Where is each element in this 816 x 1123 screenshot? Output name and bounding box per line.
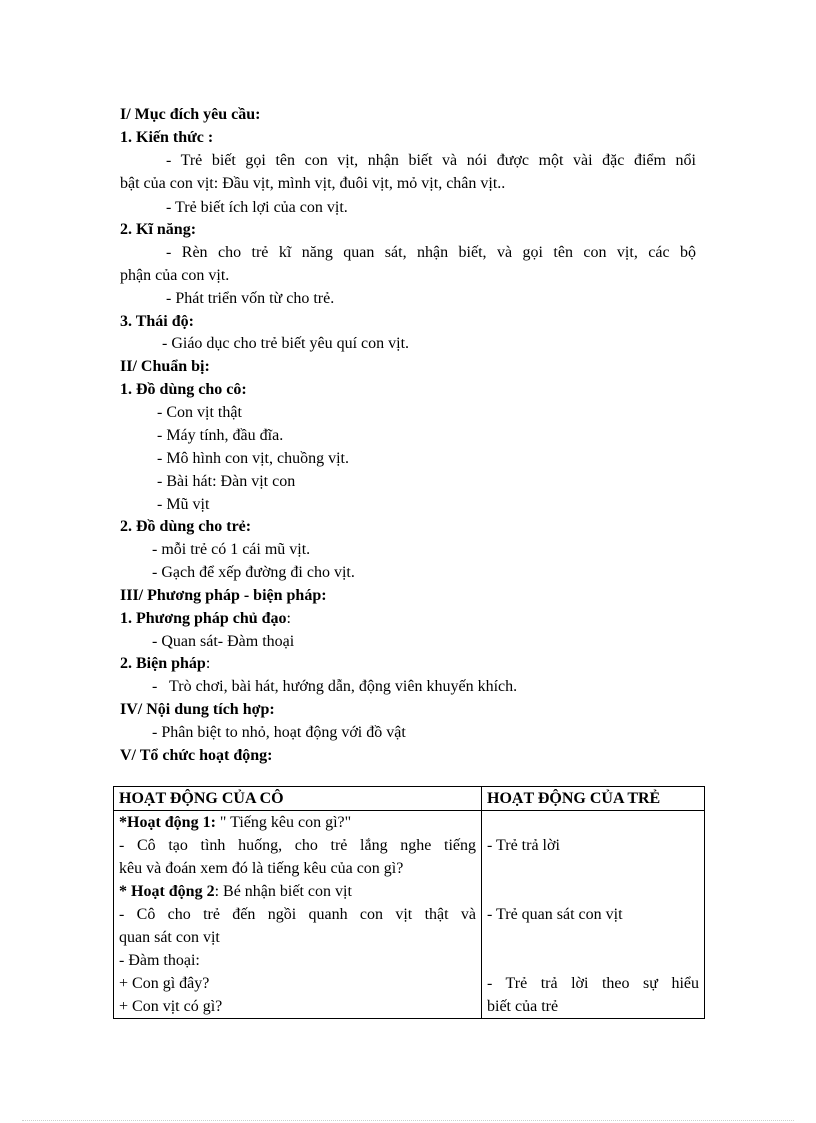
activity-2-title: : Bé nhận biết con vịt (214, 883, 352, 900)
knowledge-line-1a: - Trẻ biết gọi tên con vịt, nhận biết và nói được một vài đặc điểm nổi (166, 152, 696, 169)
teacher-item: - Mô hình con vịt, chuồng vịt. (157, 450, 349, 467)
skill-line-2: - Phát triển vốn từ cho trẻ. (166, 290, 335, 307)
activity-1-heading (119, 811, 476, 834)
teacher-item: - Máy tính, đầu đĩa. (157, 427, 284, 444)
attitude-line-1: - Giáo dục cho trẻ biết yêu quí con vịt. (162, 335, 410, 352)
section-2-title: II/ Chuẩn bị: (120, 358, 210, 375)
activity-2-child-response-2b: biết của trẻ (487, 998, 559, 1015)
page-bottom-divider (22, 1120, 794, 1121)
activity-1-line-2: kêu và đoán xem đó là tiếng kêu của con gì? (119, 860, 404, 877)
activity-1-label: *Hoạt động 1: (119, 814, 216, 831)
subsection-3-2-title (120, 652, 210, 675)
knowledge-line-1b: bật của con vịt: Đầu vịt, mình vịt, đuôi vịt, mỏ vịt, chân vịt.. (120, 175, 506, 192)
child-activities-cell (482, 811, 705, 1019)
subsection-3-2-title-bold: 2. Biện pháp (120, 655, 206, 672)
integration-line-1: - Phân biệt to nhỏ, hoạt động với đồ vật (152, 724, 406, 741)
subsection-1-2-title: 2. Kĩ năng: (120, 221, 197, 238)
activity-2-line-5: + Con vịt có gì? (119, 998, 223, 1015)
header-child: HOẠT ĐỘNG CỦA TRẺ (482, 787, 705, 811)
table-header-row (114, 787, 705, 811)
measure-line-1: - Trò chơi, bài hát, hướng dẫn, động viên khuyến khích. (152, 678, 518, 695)
teacher-item: - Con vịt thật (157, 404, 242, 421)
header-teacher: HOẠT ĐỘNG CỦA CÔ (114, 787, 482, 811)
activity-2-line-1: - Cô cho trẻ đến ngồi quanh con vịt thật và (119, 906, 476, 923)
subsection-1-3-title: 3. Thái độ: (120, 313, 194, 330)
activity-2-label: * Hoạt động 2 (119, 883, 215, 900)
section-3-title: III/ Phương pháp - biện pháp: (120, 587, 327, 604)
teacher-activities-cell (114, 811, 482, 1019)
skill-line-1b: phận của con vịt. (120, 267, 230, 284)
child-item: - Gạch để xếp đường đi cho vịt. (152, 564, 355, 581)
skill-line-1a: - Rèn cho trẻ kĩ năng quan sát, nhận biết, và gọi tên con vịt, các bộ (166, 244, 696, 261)
teacher-item: - Bài hát: Đàn vịt con (157, 473, 296, 490)
method-line-1: - Quan sát- Đàm thoại (152, 633, 295, 650)
child-item: - mỗi trẻ có 1 cái mũ vịt. (152, 541, 311, 558)
activity-1-title: " Tiếng kêu con gì?" (215, 814, 352, 831)
activity-2-child-response-2a: - Trẻ trả lời theo sự hiểu (487, 975, 699, 992)
subsection-3-1-title (120, 607, 291, 630)
section-4-title: IV/ Nội dung tích hợp: (120, 701, 275, 718)
knowledge-line-2: - Trẻ biết ích lợi của con vịt. (166, 199, 348, 216)
teacher-item: - Mũ vịt (157, 496, 210, 513)
subsection-2-2-title: 2. Đồ dùng cho trẻ: (120, 518, 252, 535)
subsection-1-1-title: 1. Kiến thức : (120, 129, 214, 146)
section-5-title: V/ Tổ chức hoạt động: (120, 747, 273, 764)
activity-2-line-2: quan sát con vịt (119, 929, 220, 946)
subsection-3-1-title-rest: : (286, 610, 291, 627)
activity-table (113, 786, 705, 1019)
activity-2-child-response: - Trẻ quan sát con vịt (487, 906, 623, 923)
table-row (114, 811, 705, 1019)
activity-2-line-4: + Con gì đây? (119, 975, 210, 992)
subsection-3-1-title-bold: 1. Phương pháp chủ đạo (120, 610, 287, 627)
section-1-title: I/ Mục đích yêu cầu: (120, 106, 261, 123)
activity-1-line-1: - Cô tạo tình huống, cho trẻ lắng nghe tiếng (119, 837, 476, 854)
activity-1-child-response: - Trẻ trả lời (487, 837, 560, 854)
subsection-2-1-title: 1. Đồ dùng cho cô: (120, 381, 247, 398)
activity-2-heading (119, 880, 476, 903)
subsection-3-2-title-rest: : (205, 655, 211, 672)
activity-2-line-3: - Đàm thoại: (119, 952, 200, 969)
